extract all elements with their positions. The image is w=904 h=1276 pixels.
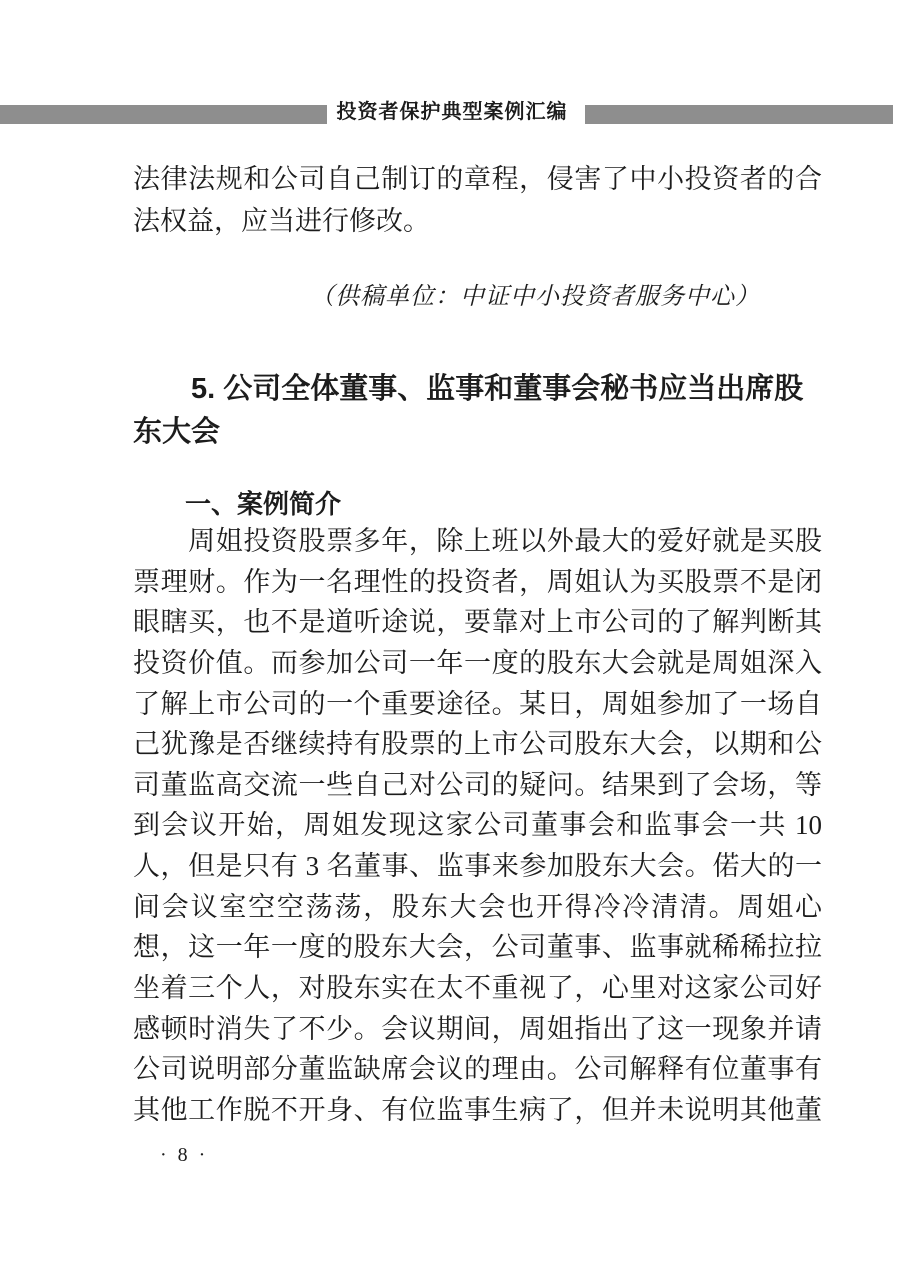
- intro-line: 法律法规和公司自己制订的章程，侵害了中小投资者的合: [133, 164, 822, 194]
- body-line: 司董监高交流一些自己对公司的疑问。结果到了会场，等: [133, 769, 822, 800]
- body-line: 了解上市公司的一个重要途径。某日，周姐参加了一场自: [133, 688, 822, 719]
- intro-line: 法权益，应当进行修改。: [133, 206, 430, 236]
- body-line: 投资价值。而参加公司一年一度的股东大会就是周姐深入: [133, 647, 822, 678]
- intro-paragraph: [133, 158, 822, 242]
- heading-line: 东大会: [133, 416, 221, 448]
- body-line: 坐着三个人，对股东实在太不重视了，心里对这家公司好: [133, 973, 822, 1004]
- body-line: 到会议开始，周姐发现这家公司董事会和监事会一共 10: [133, 810, 822, 841]
- body-line: 想，这一年一度的股东大会，公司董事、监事就稀稀拉拉: [133, 932, 822, 963]
- body-line: 人，但是只有 3 名董事、监事来参加股东大会。偌大的一: [133, 851, 822, 882]
- body-line: 己犹豫是否继续持有股票的上市公司股东大会，以期和公: [133, 729, 822, 760]
- running-head-title: 投资者保护典型案例汇编: [336, 101, 568, 123]
- body-line: 其他工作脱不开身、有位监事生病了，但并未说明其他董: [133, 1094, 822, 1125]
- body-line: 票理财。作为一名理性的投资者，周姐认为买股票不是闭: [133, 566, 822, 597]
- case-body-paragraph: [133, 521, 822, 1131]
- body-line: 间会议室空空荡荡，股东大会也开得冷冷清清。周姐心: [133, 891, 822, 922]
- body-line: 眼瞎买，也不是道听途说，要靠对上市公司的了解判断其: [133, 607, 822, 638]
- section-heading: [133, 368, 833, 454]
- header-rule-right: [585, 105, 893, 124]
- body-line: 感顿时消失了不少。会议期间，周姐指出了这一现象并请: [133, 1013, 822, 1044]
- heading-line: 5. 公司全体董事、监事和董事会秘书应当出席股: [133, 373, 804, 405]
- attribution-line: （供稿单位：中证中小投资者服务中心）: [310, 284, 760, 310]
- page-number: · 8 ·: [160, 1144, 209, 1166]
- body-line: 公司说明部分董监缺席会议的理由。公司解释有位董事有: [133, 1054, 822, 1085]
- body-line: 周姐投资股票多年，除上班以外最大的爱好就是买股: [133, 526, 822, 556]
- section-subheading: 一、案例简介: [185, 489, 342, 519]
